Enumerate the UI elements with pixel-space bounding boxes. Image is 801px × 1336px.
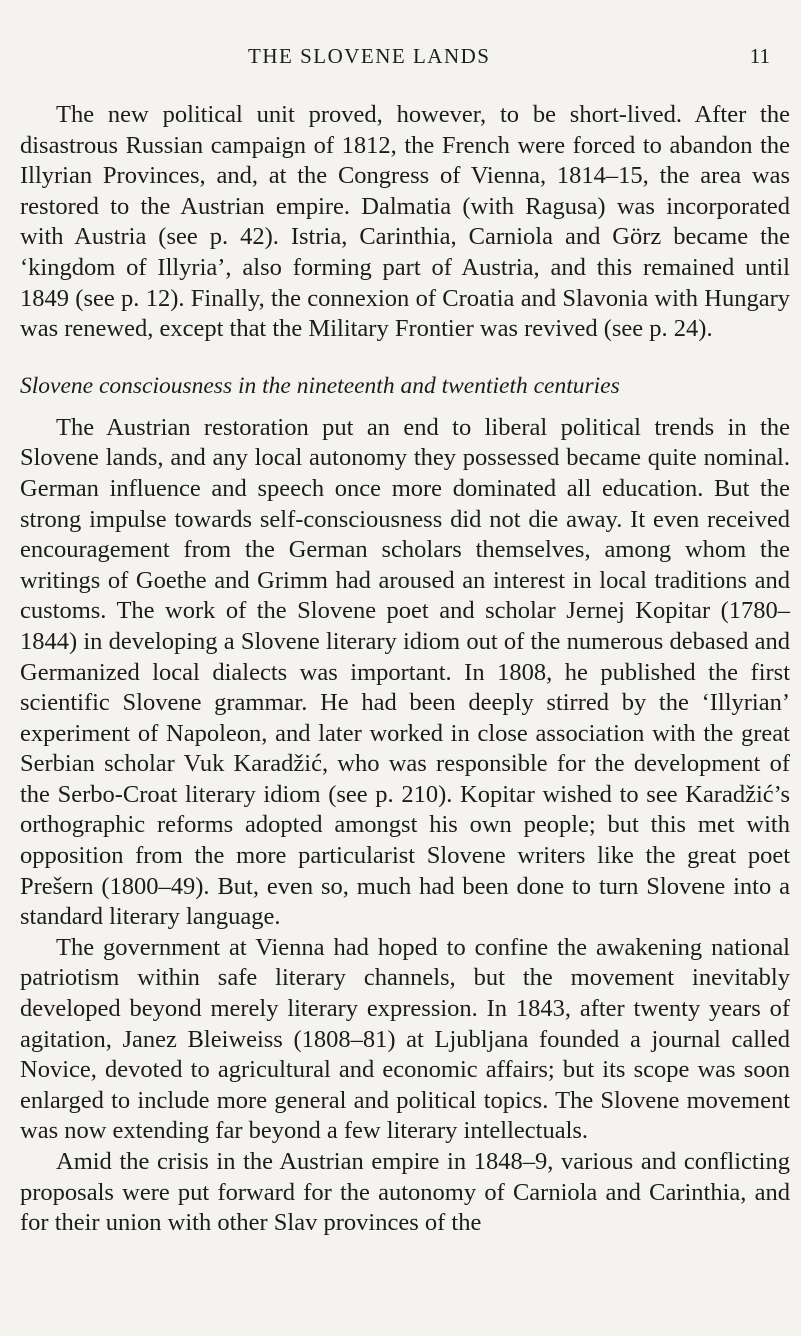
section-heading: Slovene consciousness in the nineteenth and twentieth centuries	[20, 372, 620, 399]
page-number: 11	[749, 44, 770, 68]
paragraph: Amid the crisis in the Austrian empire in 1848–9, various and conflicting proposals were put forward for the autonomy of Carniola and Carinthia, and for their union with other Slav provinces of the	[20, 1148, 790, 1237]
paragraph: The government at Vienna had hoped to confine the awakening national patriotism within safe literary channels, but the movement inevitably developed beyond merely literary expression. In 1843, after twenty years of agitation, Janez Bleiweiss (1808–81) at Ljubljana founded a journal called Novice, devoted to agricultural and economic affairs; but its scope was soon enlarged to include more general and political topics. The Slovene movement was now extending far beyond a few literary intellectuals.	[20, 933, 790, 1145]
paragraph: The new political unit proved, however, to be short-lived. After the disastrous Russian campaign of 1812, the French were forced to abandon the Illyrian Provinces, and, at the Congress of Vienna, 1814–15, the area was restored to the Austrian empire. Dalmatia (with Ragusa) was incorporated with Austria (see p. 42). Istria, Carinthia, Carniola and Görz became the ‘kingdom of Illyria’, also forming part of Austria, and this remained until 1849 (see p. 12). Finally, the connexion of Croatia and Slavonia with Hungary was renewed, except that the Military Frontier was revived (see p. 24).	[20, 101, 790, 343]
body-text	[20, 100, 790, 1239]
running-title: THE SLOVENE LANDS	[248, 44, 491, 68]
paragraph: The Austrian restoration put an end to liberal political trends in the Slovene lands, and any local autonomy they possessed became quite nominal. German influence and speech once more dominated all education. But the strong impulse towards self-consciousness did not die away. It even received encouragement from the German scholars themselves, among whom the writings of Goethe and Grimm had aroused an interest in local traditions and customs. The work of the Slovene poet and scholar Jernej Kopitar (1780–1844) in developing a Slovene literary idiom out of the numerous debased and Germanized local dialects was important. In 1808, he published the first scientific Slovene grammar. He had been deeply stirred by the ‘Illyrian’ experiment of Napoleon, and later worked in close association with the great Serbian scholar Vuk Karadžić, who was responsible for the development of the Serbo-Croat literary idiom (see p. 210). Kopitar wished to see Karadžić’s orthographic reforms adopted amongst his own people; but this met with opposition from the more particularist Slovene writers like the great poet Prešern (1800–49). But, even so, much had been done to turn Slovene into a standard literary language.	[20, 413, 790, 931]
running-head	[230, 44, 770, 74]
